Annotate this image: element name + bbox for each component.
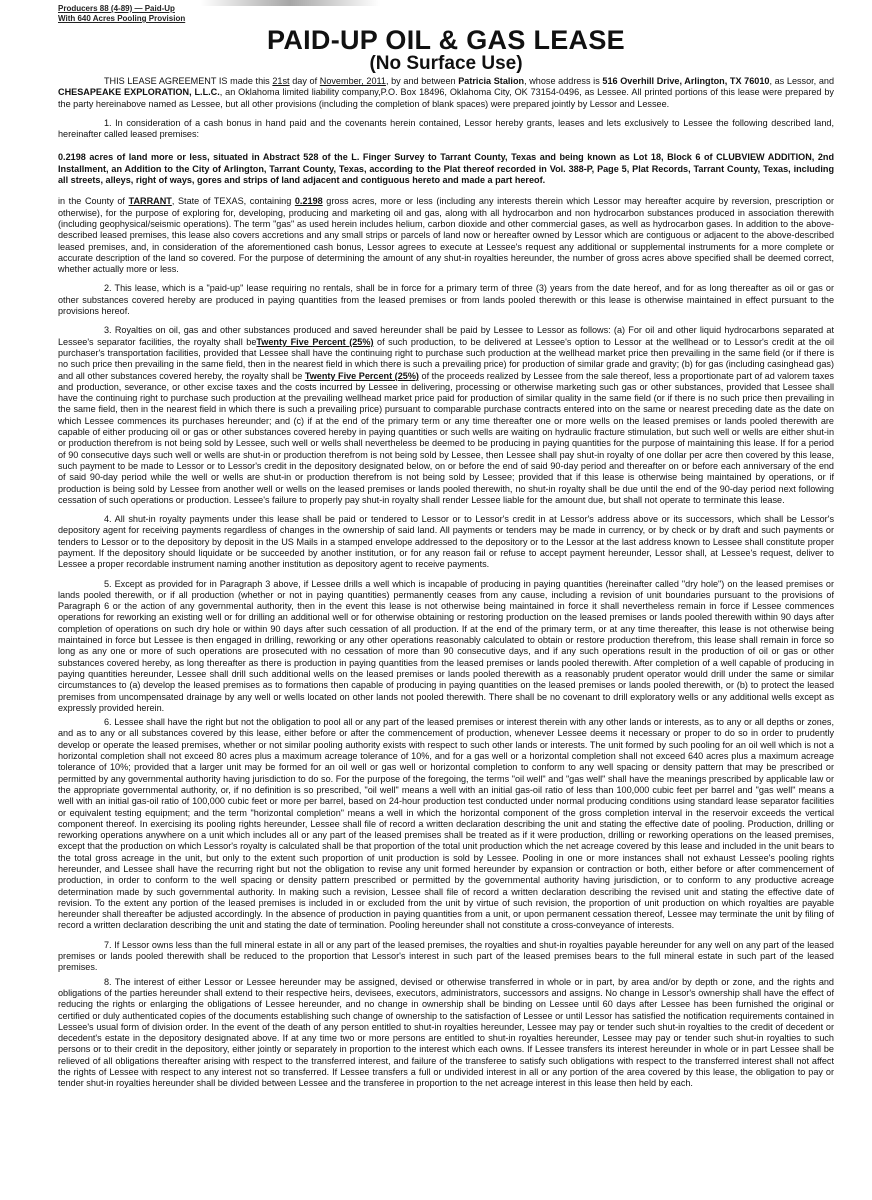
intro-text: , whose address is [524, 76, 603, 86]
oil-royalty-rate: Twenty Five Percent (25%) [256, 336, 374, 347]
legal-description: 0.2198 acres of land more or less, situated in Abstract 528 of the L. Finger Survey to Tarrant County, Texas and being known as Lot 18, Block 6 of CLUBVIEW ADDITION, 2nd Installment, an Addition to the City of Arlington, Tarrant County, Texas, according to the Plat thereof recorded in Vol. 388-P, Page 5, Plat Records, Tarrant County, Texas, including all streets, alleys, right of ways, gores and strips of land adjacent and contiguous hereto and made a part hereof. [58, 152, 834, 186]
document-title: PAID-UP OIL & GAS LEASE [267, 25, 625, 55]
p3-text: of such production, to be delivered at Lessee's option to Lessor at the wellhead or to Lessor's credit at the oil purchaser's transportation facilities, provided that Lessee shall have the continuing right to purchase such production at the wellhead market price then prevailing in the same field (or if there is no such price then prevailing in the same field, then in the nearest field in which there is such a prevailing price) for production of similar grade and gravity; (b) for gas (including casinghead gas) and all other substances covered hereby, the royalty shall be [58, 336, 835, 381]
lease-day: 21st [272, 76, 290, 86]
county-text: , State of TEXAS, containing [171, 196, 295, 207]
p3-text: 3. Royalties on oil, gas and other substances produced and saved hereunder shall be paid by Lessee to Lessor as follows: (a) For oil and other liquid hydrocarbons separated at Lessee's separator facilities, the royalty shall be [58, 325, 834, 347]
intro-text: , an Oklahoma limited liability company,P.O. Box 18496, Oklahoma City, OK 73154-0496, as Lessee. All printed portions of this lease were prepared by the party hereinabove named as Lessee, but all other provisions (including the completion of blank spaces) were prepared jointly by Lessor and Lessee. [58, 87, 834, 109]
form-id-line1: Producers 88 (4-89) — Paid-Up [58, 4, 175, 13]
paragraph-3 [58, 325, 834, 506]
paragraph-4: 4. All shut-in royalty payments under this lease shall be paid or tendered to Lessor or to Lessor's credit in at Lessor's address above or its successors, which shall be Lessor's depository agent for receiving payments regardless of changes in the ownership of said land. All payments or tenders may be made in currency, or by check or by draft and such payments or tenders to Lessor or to the depository by deposit in the US Mails in a stamped envelope addressed to the depository or to the Lessor at the last address known to Lessee shall constitute proper payment. If the depository should liquidate or be succeeded by another institution, or for any reason fail or refuse to accept payment hereunder, Lessor shall, at Lessee's request, deliver to Lessee a proper recordable instrument naming another institution as depository agent to receive payments. [58, 514, 834, 570]
paragraph-7: 7. If Lessor owns less than the full mineral estate in all or any part of the leased premises, the royalties and shut-in royalties payable hereunder for any well on any part of the leased premises or lands pooled therewith shall be reduced to the proportion that Lessor's interest in such part of the leased premises bears to the full mineral estate in such part of the leased premises. [58, 939, 834, 973]
county-paragraph [58, 196, 834, 275]
paragraph-1: 1. In consideration of a cash bonus in hand paid and the covenants herein contained, Lessor hereby grants, leases and lets exclusively to Lessee the following described land, hereinafter called leased premises: [58, 117, 834, 140]
paragraph-5: 5. Except as provided for in Paragraph 3 above, if Lessee drills a well which is incapable of producing in paying quantities (hereinafter called "dry hole") on the leased premises or lands pooled therewith, or if all production (whether or not in paying quantities) permanently ceases from any cause, including a revision of unit boundaries pursuant to the provisions of Paragraph 6 or the action of any governmental authority, then in the event this lease is not otherwise being maintained in force it shall nevertheless remain in force if Lessee commences operations for reworking an existing well or for drilling an additional well or for otherwise obtaining or restoring production on the leased premises or lands pooled therewith within 90 days after completion of operations on such dry hole or within 90 days after such cessation of all production. If at the end of the primary term, or at any time thereafter, this lease is not otherwise being maintained in force but Lessee is then engaged in drilling, reworking or any other operations reasonably calculated to obtain or restore production therefrom, this lease shall remain in force so long as any one or more of such operations are prosecuted with no cessation of more than 90 consecutive days, and if any such operations result in the production of oil or gas or other substances covered hereby, as long thereafter as there is production in paying quantities from the leased premises or lands pooled therewith. After completion of a well capable of producing in paying quantities hereunder, Lessee shall drill such additional wells on the leased premises or lands pooled therewith as a reasonably prudent operator would drill under the same or similar circumstances to (a) develop the leased premises as to formations then capable of producing in paying quantities on the leased premises or lands pooled therewith, or (b) to protect the leased premises from uncompensated drainage by any well or wells located on other lands not pooled therewith. There shall be no covenant to drill exploratory wells or any additional wells except as expressly provided herein. [58, 578, 834, 713]
scan-smudge [200, 0, 380, 6]
paragraph-8: 8. The interest of either Lessor or Lessee hereunder may be assigned, devised or otherwise transferred in whole or in part, by area and/or by depth or zone, and the rights and obligations of the parties hereunder shall extend to their respective heirs, devisees, executors, administrators, successors and assigns. No change in Lessor's ownership shall have the effect of reducing the rights or enlarging the obligations of Lessee hereunder, and no change in ownership shall be binding on Lessee until 60 days after Lessee has been furnished the original or certified or duly authenticated copies of the documents establishing such change of ownership to the satisfaction of Lessee or until Lessor has satisfied the notification requirements contained in Lessee's usual form of division order. In the event of the death of any person entitled to shut-in royalties hereunder, Lessee may pay or tender such shut-in royalties to the credit of decedent or decedent's estate in the depository designated above. If at any time two or more persons are entitled to shut-in royalties hereunder, Lessee may pay or tender such shut-in royalties to such persons or to their credit in the depository, either jointly or separately in proportion to the interest which each owns. If Lessee transfers its interest hereunder in whole or in part Lessee shall be relieved of all obligations thereafter arising with respect to the transferred interest, and failure of the transferee to satisfy such obligations with respect to the transferred interest shall not affect the rights of Lessee with respect to any interest not so transferred. If Lessee transfers a full or undivided interest in all or any portion of the area covered by this lease, the obligation to pay or tender shut-in royalties hereunder shall be divided between Lessee and the transferee in proportion to the net acreage interest in this lease then held by each. [58, 976, 834, 1089]
form-id-line2: With 640 Acres Pooling Provision [58, 14, 186, 23]
lessor-name: Patricia Stalion [458, 76, 525, 86]
intro-text: , by and between [385, 76, 459, 86]
document-subtitle: (No Surface Use) [369, 53, 523, 74]
lessee-name: CHESAPEAKE EXPLORATION, L.L.C. [58, 87, 220, 98]
county-name: TARRANT [128, 196, 172, 207]
intro-text: , as Lessor, and [769, 76, 835, 86]
intro-text: day of [289, 76, 320, 86]
paragraph-6: 6. Lessee shall have the right but not the obligation to pool all or any part of the leased premises or interest therein with any other lands or interests, as to any or all depths or zones, and as to any or all substances covered by this lease, either before or after the commencement of production, whenever Lessee deems it necessary or proper to do so in order to prudently develop or operate the leased premises, whether or not similar pooling authority exists with respect to such other lands or interests. The unit formed by such pooling for an oil well which is not a horizontal completion shall not exceed 80 acres plus a maximum acreage tolerance of 10%, and for a gas well or a horizontal completion shall not exceed 640 acres plus a maximum acreage tolerance of 10%; provided that a larger unit may be formed for an oil well or gas well or horizontal completion to conform to any well spacing or density pattern that may be prescribed or permitted by any governmental authority having jurisdiction to do so. For the purpose of the foregoing, the terms "oil well" and "gas well" shall have the meanings prescribed by applicable law or the appropriate governmental authority, or, if no definition is so prescribed, "oil well" means a well with an initial gas-oil ratio of less than 100,000 cubic feet per barrel and "gas well" means a well with an initial gas-oil ratio of 100,000 cubic feet or more per barrel, based on 24-hour production test conducted under normal producing conditions using standard lease separator facilities or equivalent testing equipment; and the term "horizontal completion" means a well in which the horizontal component of the gross completion interval in the reservoir exceeds the vertical component thereof. In exercising its pooling rights hereunder, Lessee shall file of record a written declaration describing the unit and stating the effective date of pooling. Production, drilling or reworking operations anywhere on a unit which includes all or any part of the leased premises shall be treated as if it were production, drilling or reworking operations on the leased premises, except that the production on which Lessor's royalty is calculated shall be that proportion of the total unit production which the net acreage covered by this lease and included in the unit bears to the total gross acreage in the unit, but only to the extent such proportion of unit production is sold by Lessee. Pooling in one or more instances shall not exhaust Lessee's pooling rights hereunder, and Lessee shall have the recurring right but not the obligation to revise any unit formed hereunder by expansion or contraction or both, either before or after commencement of production, in order to conform to the well spacing or density pattern prescribed or permitted by the governmental authority having jurisdiction, or to conform to any productive acreage determination made by such governmental authority. In making such a revision, Lessee shall file of record a written declaration describing the revised unit and stating the effective date of revision. To the extent any portion of the leased premises is included in or excluded from the unit by virtue of such revision, the proportion of unit production on which royalties are payable hereunder shall thereafter be adjusted accordingly. In the absence of production in paying quantities from a unit, or upon permanent cessation thereof, Lessee may terminate the unit by filing of record a written declaration describing the unit and stating the date of termination. Pooling hereunder shall not constitute a cross-conveyance of interests. [58, 717, 834, 931]
paragraph-2: 2. This lease, which is a "paid-up" lease requiring no rentals, shall be in force for a primary term of three (3) years from the date hereof, and for as long thereafter as oil or gas or other substances covered hereby are produced in paying quantities from the leased premises or from lands pooled therewith or this lease is otherwise maintained in effect pursuant to the provisions hereof. [58, 283, 834, 317]
intro-text: THIS LEASE AGREEMENT IS made this [104, 76, 273, 86]
county-text: in the County of [58, 196, 129, 207]
intro-paragraph [58, 76, 834, 110]
gross-acres: 0.2198 [294, 196, 323, 207]
p3-text: of the proceeds realized by Lessee from the sale thereof, less a proportionate part of ad valorem taxes and production, severance, or other excise taxes and the costs incurred by Lessee in delivering, processing or otherwise marketing such gas or other substances, provided that Lessee shall have the continuing right to purchase such production at the prevailing wellhead market price paid for production of similar quality in the same field (or if there is no such price then prevailing in the same field, then in the nearest field in which there is such a prevailing price) pursuant to comparable purchase contracts entered into on the same or nearest preceding date as the date on which Lessee commences its purchases hereunder; and (c) if at the end of the primary term or any time thereafter one or more wells on the leased premises or lands pooled therewith are capable of either producing oil or gas or other substances covered hereby in paying quantities or such wells are waiting on hydraulic fracture stimulation, but such well or wells are either shut-in or production therefrom is not being sold by Lessee, such well or wells shall nevertheless be deemed to be producing in paying quantities for the purpose of maintaining this lease. If for a period of 90 consecutive days such well or wells are shut-in or production therefrom is not being sold by Lessee, then Lessee shall pay shut-in royalty of one dollar per acre then covered by this lease, such payment to be made to Lessor or to Lessor's credit in the depository designated below, on or before the end of said 90-day period and thereafter on or before each anniversary of the end of said 90-day period while the well or wells are shut-in or production therefrom is not being sold by Lessee; provided that if this lease is otherwise being maintained by operations, or if production is being sold by Lessee from another well or wells on the leased premises or lands pooled therewith, no shut-in royalty shall be due until the end of the 90-day period next following cessation of such operations or production. Lessee's failure to properly pay shut-in royalty shall render Lessee liable for the amount due, but shall not operate to terminate this lease. [58, 370, 834, 505]
gas-royalty-rate: Twenty Five Percent (25%) [304, 370, 419, 381]
county-text: gross acres, more or less (including any interests therein which Lessor may hereafter acquire by reversion, prescription or otherwise), for the purpose of exploring for, developing, producing and marketing oil and gas, along with all hydrocarbon and non hydrocarbon substances produced in association therewith (including geophysical/seismic operations). The term "gas" as used herein includes helium, carbon dioxide and other commercial gases, as well as hydrocarbon gases. In addition to the above-described leased premises, this lease also covers accretions and any small strips or parcels of land now or hereafter owned by Lessor which are contiguous or adjacent to the above-described leased premises, and, in consideration of the aforementioned cash bonus, Lessor agrees to execute at Lessee's request any additional or supplemental instruments for a more complete or accurate description of the land so covered. For the purpose of determining the amount of any shut-in royalties hereunder, the number of gross acres above specified shall be deemed correct, whether actually more or less. [58, 196, 834, 275]
lease-month-year: November, 2011 [319, 76, 386, 86]
lessor-address: 516 Overhill Drive, Arlington, TX 76010 [602, 76, 770, 86]
